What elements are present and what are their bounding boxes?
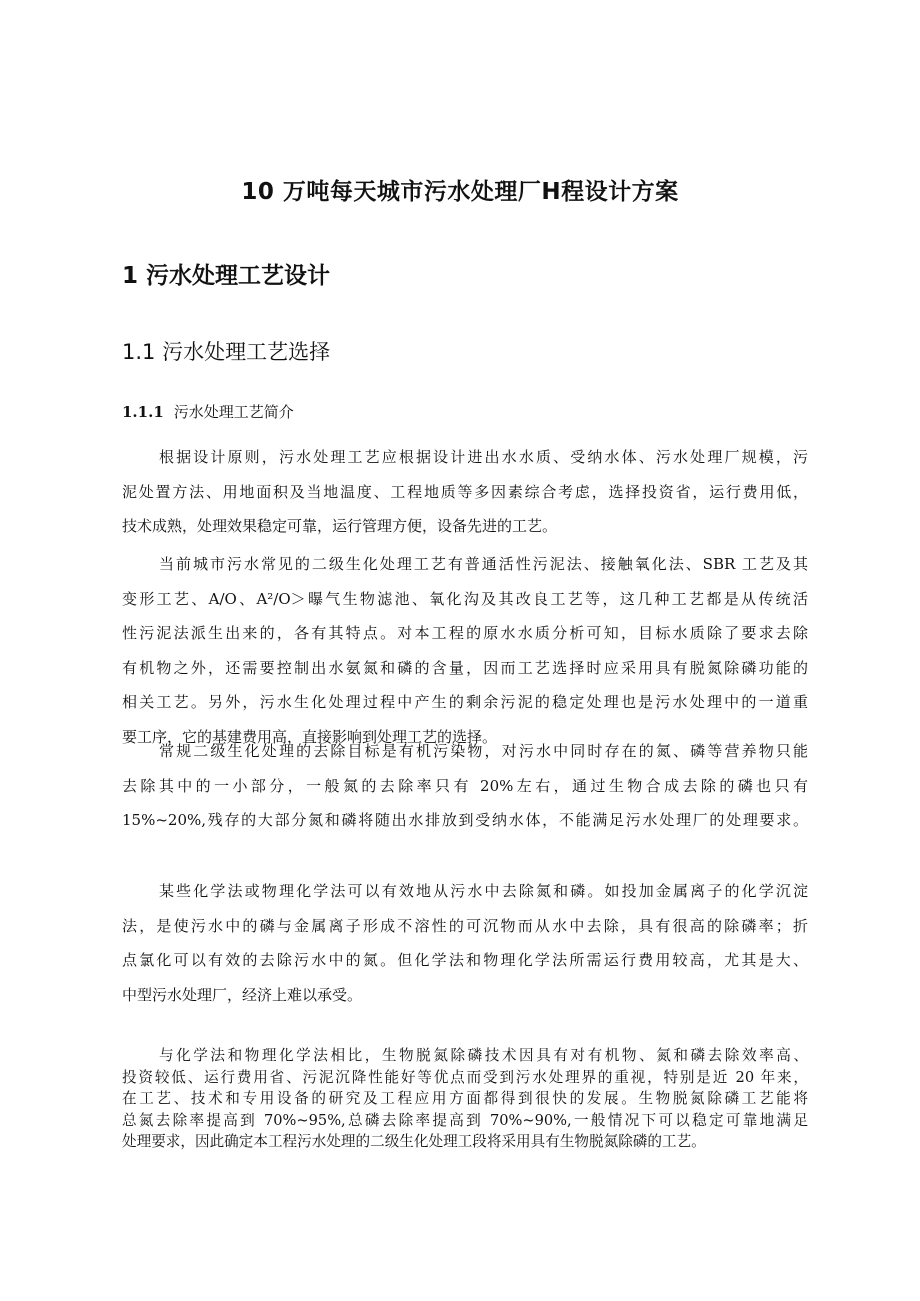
paragraph-line: 与化学法和物理化学法相比，生物脱氮除磷技术因具有对有机物、氮和磷去除效率高、 — [159, 1047, 808, 1064]
paragraph-line: 某些化学法或物理化学法可以有效地从污水中去除氮和磷。如投加金属离子的化学沉淀 — [159, 882, 808, 900]
paragraph-line: 常规二级生化处理的去除目标是有机污染物，对污水中同时存在的氮、磷等营养物只能 — [159, 742, 808, 760]
paragraph-line: 泥处置方法、用地面积及当地温度、工程地质等多因素综合考虑，选择投资省，运行费用低， — [122, 482, 808, 501]
paragraph-line: 变形工艺、A/O、A²/O＞曝气生物滤池、氧化沟及其改良工艺等，这几种工艺都是从传统活 — [122, 589, 808, 608]
paragraph — [122, 547, 808, 755]
paragraph-line: 15%~20%,残存的大部分氮和磷将随出水排放到受纳水体，不能满足污水处理厂的处理要求。 — [122, 811, 808, 830]
paragraph-line: 在工艺、技术和专用设备的研究及工程应用方面都得到很快的发展。生物脱氮除磷工艺能将 — [122, 1090, 808, 1108]
paragraph — [122, 1045, 808, 1153]
paragraph-line: 去除其中的一小部分，一般氮的去除率只有 20%左右，通过生物合成去除的磷也只有 — [122, 776, 808, 795]
paragraph-line: 总氮去除率提高到 70%~95%,总磷去除率提高到 70%~90%,一般情况下可以稳定可靠地满足 — [122, 1111, 808, 1129]
paragraph-line: 根据设计原则，污水处理工艺应根据设计进出水水质、受纳水体、污水处理厂规模，污 — [159, 448, 808, 466]
paragraph — [122, 874, 808, 1012]
paragraph-line: 相关工艺。另外，污水生化处理过程中产生的剩余污泥的稳定处理也是污水处理中的一道重 — [122, 693, 808, 712]
heading-level-2: 1.1 污水处理工艺选择 — [122, 340, 331, 364]
heading-level-3-number: 1.1.1 — [122, 403, 164, 421]
paragraph — [122, 734, 808, 838]
paragraph-line: 性污泥法派生出来的，各有其特点。对本工程的原水水质分析可知，目标水质除了要求去除 — [122, 624, 808, 643]
heading-level-3-text: 污水处理工艺简介 — [173, 403, 294, 421]
paragraph-line: 法，是使污水中的磷与金属离子形成不溶性的可沉物而从水中去除，具有很高的除磷率；折 — [122, 916, 808, 935]
paragraph-line: 当前城市污水常见的二级生化处理工艺有普通活性污泥法、接触氧化法、SBR 工艺及其 — [159, 555, 808, 573]
paragraph-line: 有机物之外，还需要控制出水氨氮和磷的含量，因而工艺选择时应采用具有脱氮除磷功能的 — [122, 658, 808, 677]
heading-level-1: 1 污水处理工艺设计 — [122, 263, 331, 289]
paragraph-line: 技术成熟，处理效果稳定可靠，运行管理方便，设备先进的工艺。 — [122, 517, 558, 536]
paragraph-line: 要工序，它的基建费用高，直接影响到处理工艺的选择。 — [122, 727, 498, 746]
document-title: 10 万吨每天城市污水处理厂H程设计方案 — [241, 179, 679, 205]
paragraph-line: 处理要求，因此确定本工程污水处理的二级生化处理工段将采用具有生物脱氮除磷的工艺。 — [122, 1133, 706, 1151]
paragraph — [122, 440, 808, 544]
paragraph-line: 投资较低、运行费用省、污泥沉降性能好等优点而受到污水处理界的重视，特别是近 20 年来， — [122, 1068, 808, 1086]
heading-level-3 — [122, 400, 294, 424]
paragraph-line: 中型污水处理厂，经济上难以承受。 — [122, 985, 363, 1004]
paragraph-line: 点氯化可以有效的去除污水中的氮。但化学法和物理化学法所需运行费用较高，尤其是大、 — [122, 951, 808, 970]
